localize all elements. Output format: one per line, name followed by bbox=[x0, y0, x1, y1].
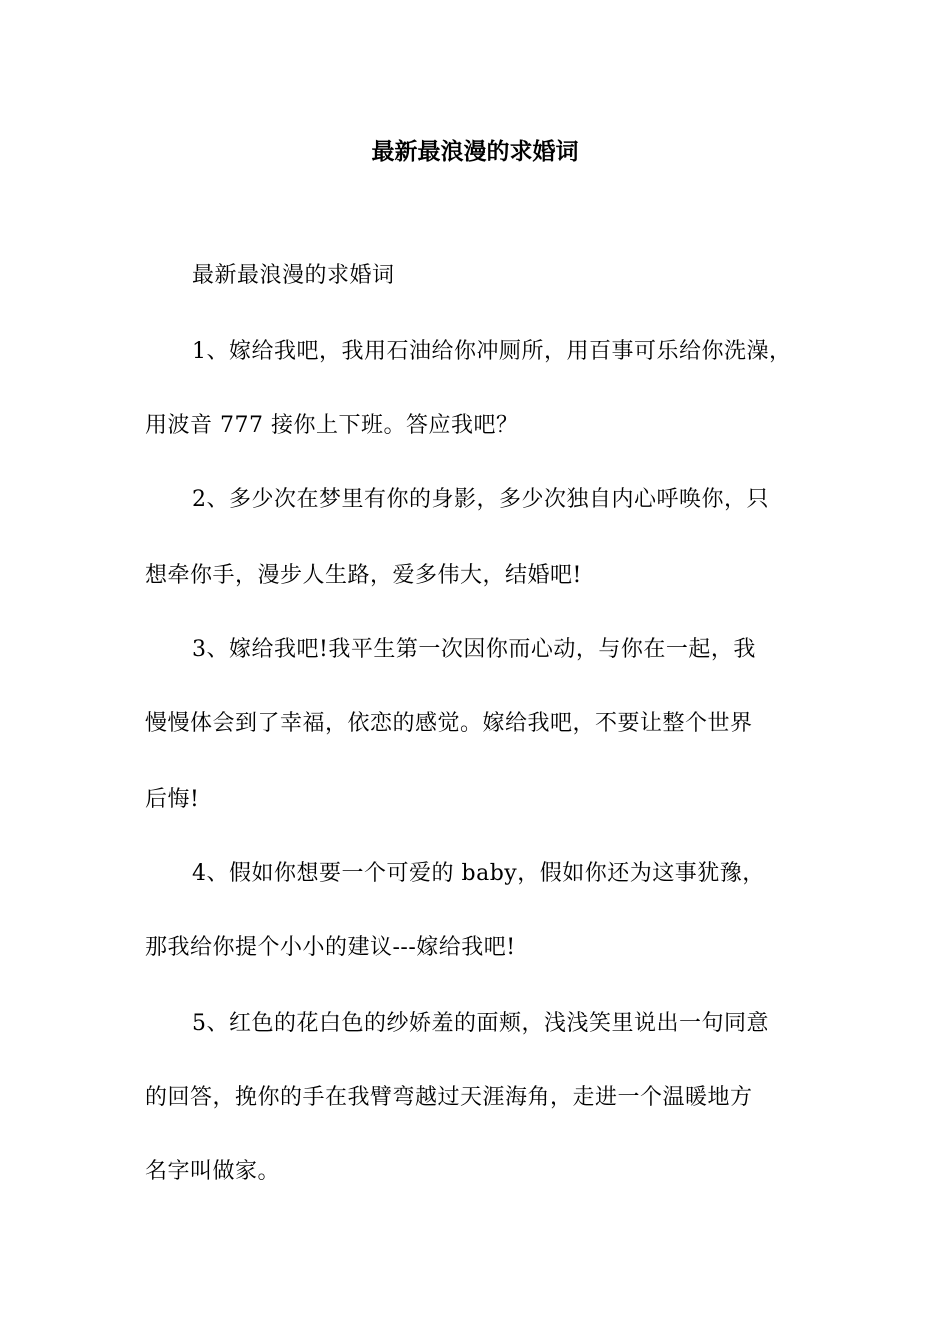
document-title: 最新最浪漫的求婚词 bbox=[371, 138, 579, 165]
paragraph-line: 想牵你手，漫步人生路，爱多伟大，结婚吧! bbox=[145, 563, 582, 588]
document-subtitle: 最新最浪漫的求婚词 bbox=[192, 263, 395, 288]
paragraph-line: 名字叫做家。 bbox=[145, 1159, 281, 1184]
paragraph-line: 用波音 777 接你上下班。答应我吧？ bbox=[145, 413, 519, 438]
paragraph-line: 5、红色的花白色的纱娇羞的面颊，浅浅笑里说出一句同意 bbox=[192, 1011, 769, 1036]
paragraph-line: 慢慢体会到了幸福，依恋的感觉。嫁给我吧，不要让整个世界 bbox=[145, 711, 753, 736]
paragraph-line: 后悔! bbox=[145, 787, 200, 812]
paragraph-line: 4、假如你想要一个可爱的 baby，假如你还为这事犹豫， bbox=[192, 861, 765, 886]
paragraph-line: 的回答，挽你的手在我臂弯越过天涯海角，走进一个温暖地方 bbox=[145, 1085, 753, 1110]
paragraph-line: 那我给你提个小小的建议---嫁给我吧! bbox=[145, 935, 516, 960]
paragraph-line: 3、嫁给我吧!我平生第一次因你而心动，与你在一起，我 bbox=[192, 637, 756, 662]
paragraph-line: 1、嫁给我吧，我用石油给你冲厕所，用百事可乐给你洗澡， bbox=[192, 339, 792, 364]
paragraph-line: 2、多少次在梦里有你的身影，多少次独自内心呼唤你，只 bbox=[192, 487, 769, 512]
